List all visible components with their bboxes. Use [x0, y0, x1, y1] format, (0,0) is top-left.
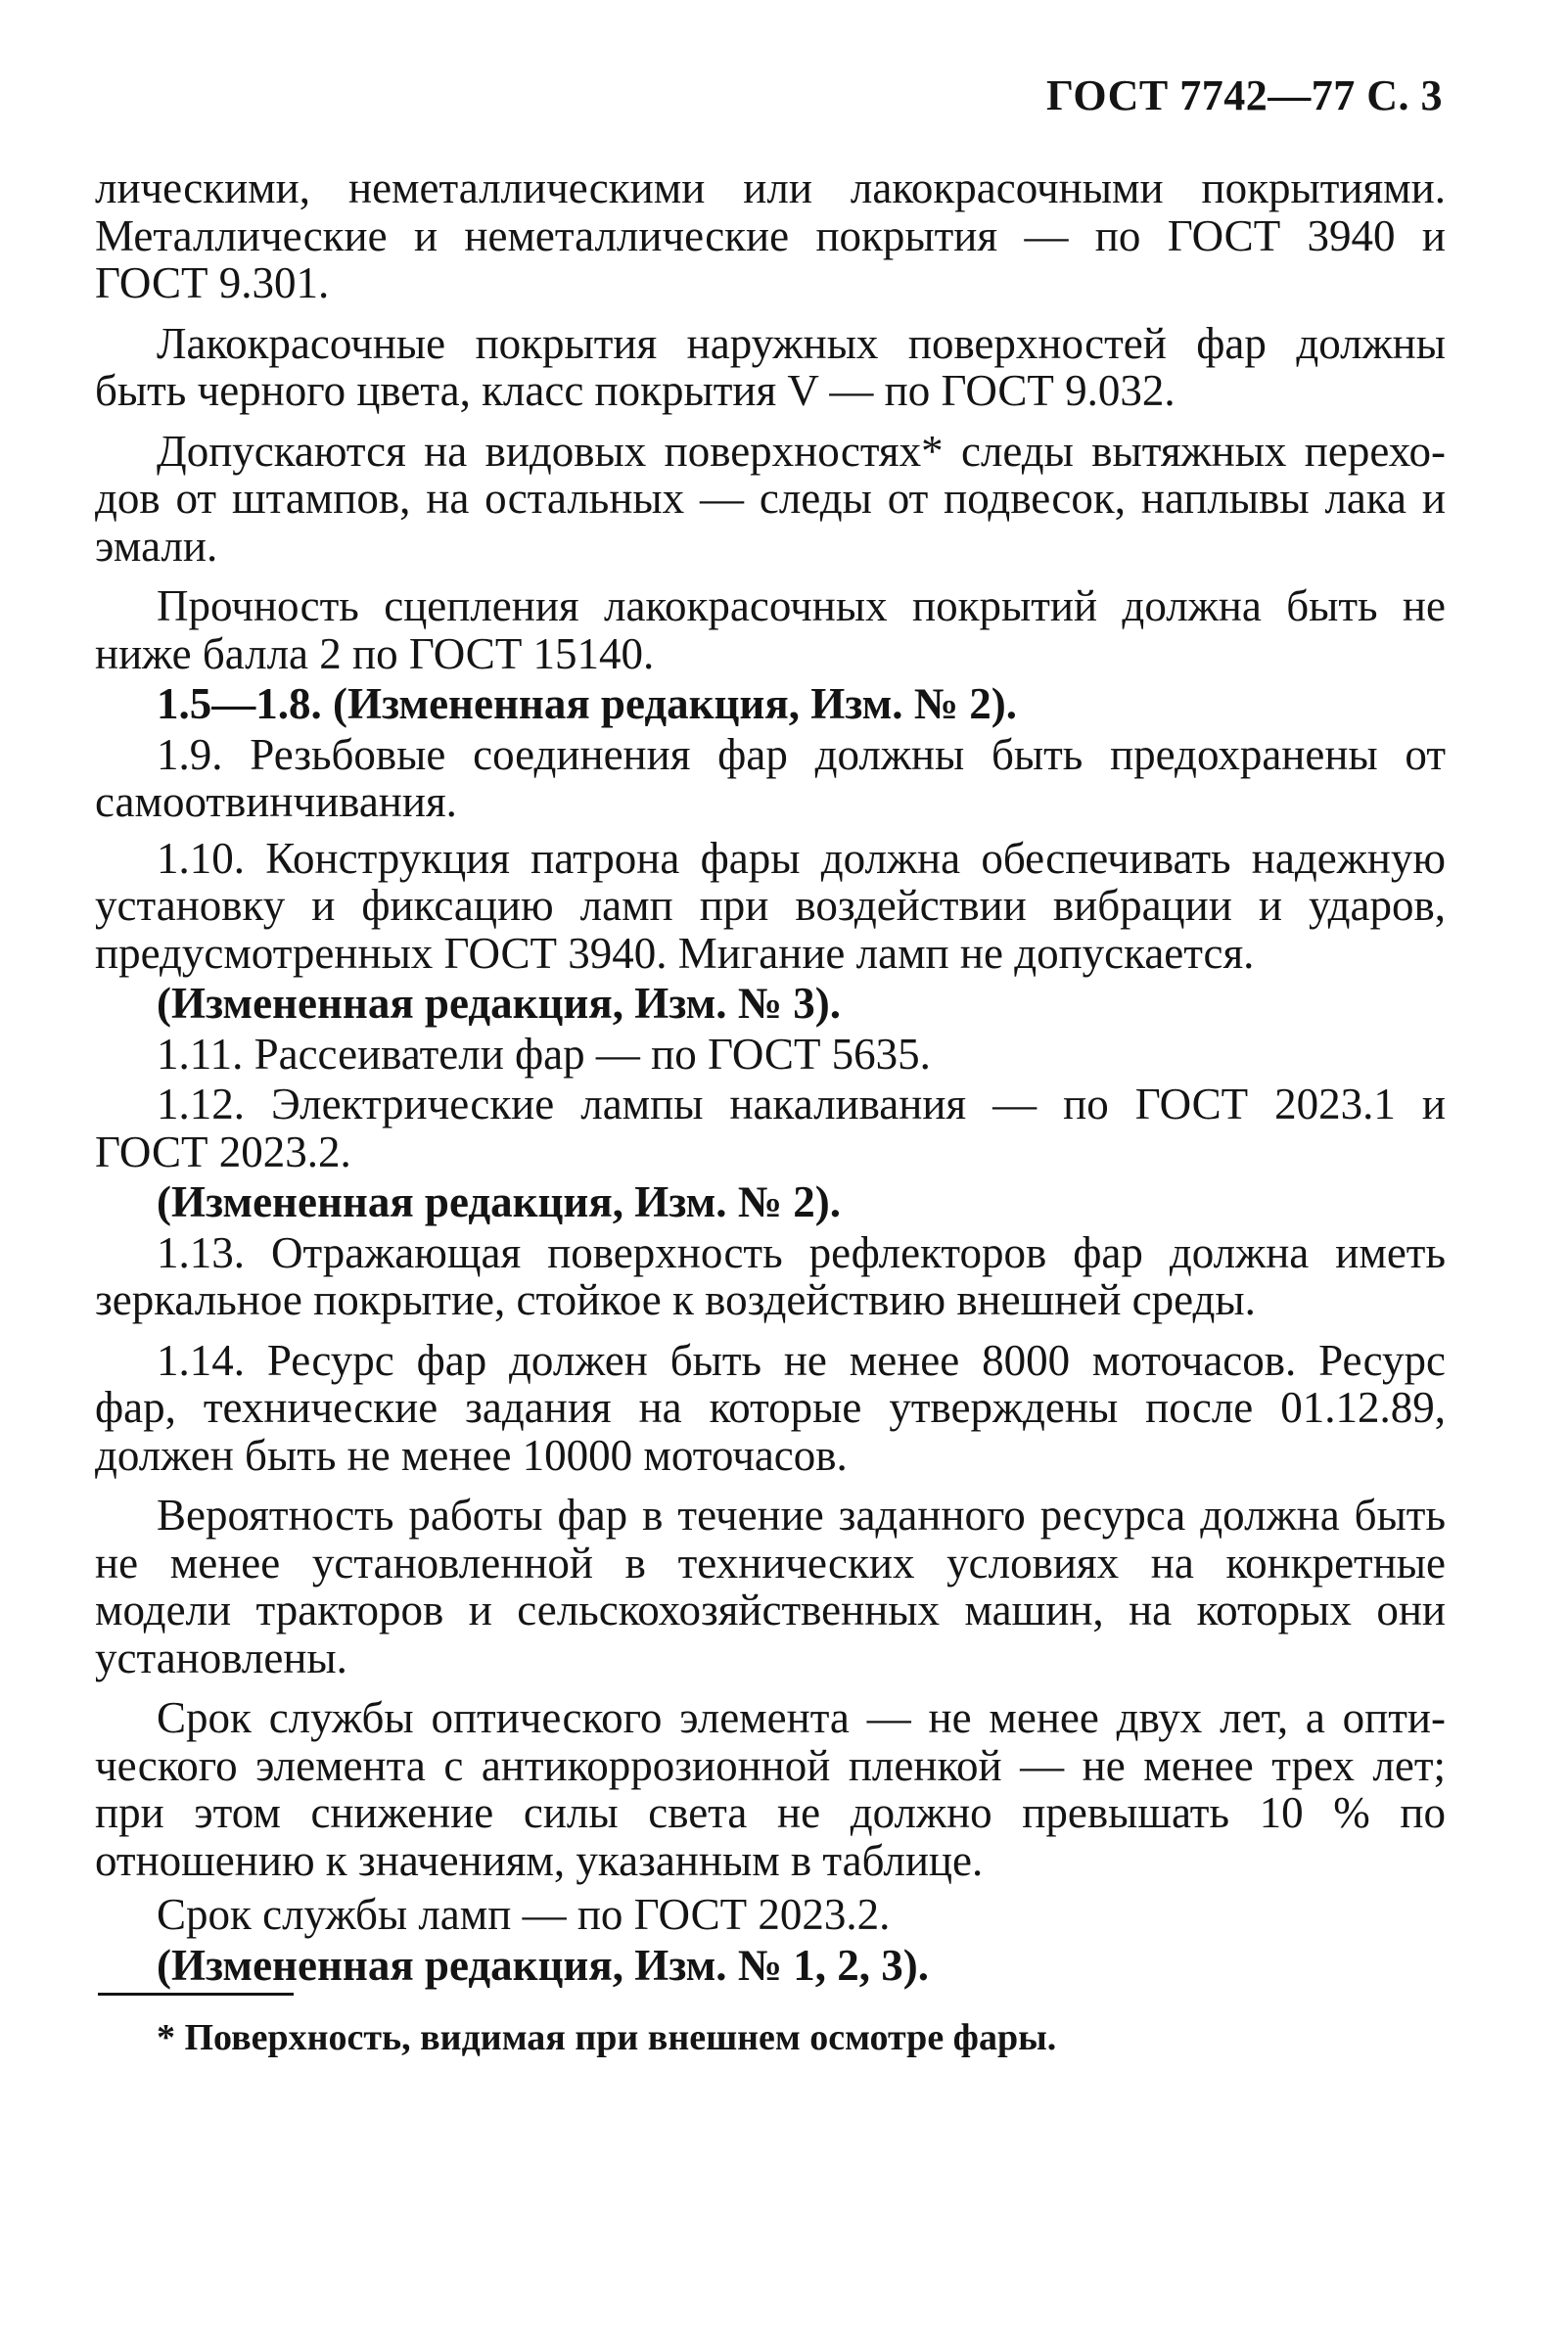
text-line: установлены. — [95, 1633, 347, 1682]
paragraph — [95, 731, 1446, 826]
text-line: ГОСТ 9.301. — [95, 258, 330, 307]
text-line: Допускаются на видовых поверхностях* следы вытяжных перехо- — [157, 426, 1446, 476]
paragraph — [95, 680, 1446, 728]
text-line: Вероятность работы фар в течение заданного ресурса должна быть — [157, 1491, 1446, 1540]
paragraph — [95, 835, 1446, 978]
text-line: Металлические и неметаллические покрытия — по ГОСТ 3940 и — [95, 210, 1446, 260]
text-line: ческого элемента с антикоррозионной пленкой — не менее трех лет; — [95, 1740, 1446, 1790]
text-line: модели тракторов и сельскохозяйственных машин, на которых они — [95, 1586, 1446, 1634]
paragraph — [95, 1031, 1446, 1079]
paragraph — [95, 1337, 1446, 1480]
text-line: 1.10. Конструкция патрона фары должна обеспечивать надежную — [157, 833, 1446, 883]
paragraph — [95, 367, 1446, 415]
paragraph — [95, 1942, 1446, 1990]
text-line: ниже балла 2 по ГОСТ 15140. — [95, 628, 655, 678]
text-line: должен быть не менее 10000 моточасов. — [95, 1430, 848, 1480]
text-line: Срок службы ламп — по ГОСТ 2023.2. — [157, 1890, 891, 1939]
paragraph — [95, 1492, 1446, 1681]
paragraph — [95, 980, 1446, 1028]
text-line: Прочность сцепления лакокрасочных покрытий должна быть не — [157, 581, 1446, 630]
text-line: фар, технические задания на которые утверждены после 01.12.89, — [95, 1383, 1446, 1432]
text-line: 1.11. Рассеиватели фар — по ГОСТ 5635. — [157, 1029, 931, 1079]
paragraph — [95, 582, 1446, 677]
text-line: самоотвинчивания. — [95, 777, 457, 826]
document-body — [95, 164, 1446, 2002]
text-line: зеркальное покрытие, стойкое к воздействию внешней среды. — [95, 1275, 1256, 1324]
paragraph — [95, 1891, 1446, 1939]
text-line: 1.9. Резьбовые соединения фар должны быть предохранены от — [157, 729, 1446, 779]
text-line: Срок службы оптического элемента — не менее двух лет, а опти- — [157, 1693, 1446, 1742]
text-line: Лакокрасочные покрытия наружных поверхностей фар должны — [157, 318, 1446, 368]
text-line: ГОСТ 2023.2. — [95, 1127, 351, 1176]
text-line: быть черного цвета, класс покрытия V — по ГОСТ 9.032. — [95, 366, 1176, 415]
amendment-note: (Измененная редакция, Изм. № 3). — [157, 979, 842, 1028]
text-line: дов от штампов, на остальных — следы от подвесок, наплывы лака и — [95, 474, 1446, 523]
footnote-divider — [98, 1993, 294, 1996]
text-line: 1.14. Ресурс фар должен быть не менее 8000 моточасов. Ресурс — [157, 1335, 1446, 1385]
text-line: отношению к значениям, указанным в таблице. — [95, 1835, 984, 1885]
text-line: лическими, неметаллическими или лакокрасочными покрытиями. — [95, 163, 1446, 212]
text-line: не менее установленной в технических условиях на конкретные — [95, 1538, 1446, 1588]
text-line: при этом снижение силы света не должно превышать 10 % по — [95, 1788, 1446, 1837]
paragraph — [95, 428, 1446, 571]
page-header: ГОСТ 7742—77 С. 3 — [1045, 71, 1443, 119]
footnote: * Поверхность, видимая при внешнем осмотре фары. — [157, 2017, 1057, 2058]
amendment-note: 1.5—1.8. (Измененная редакция, Изм. № 2). — [157, 679, 1018, 728]
text-line: 1.13. Отражающая поверхность рефлекторов фар должна иметь — [157, 1227, 1446, 1277]
amendment-note: (Измененная редакция, Изм. № 2). — [157, 1177, 842, 1226]
paragraph — [95, 164, 1446, 307]
text-line: 1.12. Электрические лампы накаливания — по ГОСТ 2023.1 и — [157, 1080, 1446, 1128]
paragraph — [95, 1178, 1446, 1226]
paragraph — [95, 320, 1446, 368]
paragraph — [95, 1694, 1446, 1884]
paragraph — [95, 1081, 1446, 1175]
amendment-note: (Измененная редакция, Изм. № 1, 2, 3). — [157, 1940, 930, 1990]
text-line: установку и фиксацию ламп при воздействии вибрации и ударов, — [95, 881, 1446, 930]
text-line: предусмотренных ГОСТ 3940. Мигание ламп не допускается. — [95, 928, 1255, 978]
text-line: эмали. — [95, 521, 218, 571]
paragraph — [95, 1229, 1446, 1324]
